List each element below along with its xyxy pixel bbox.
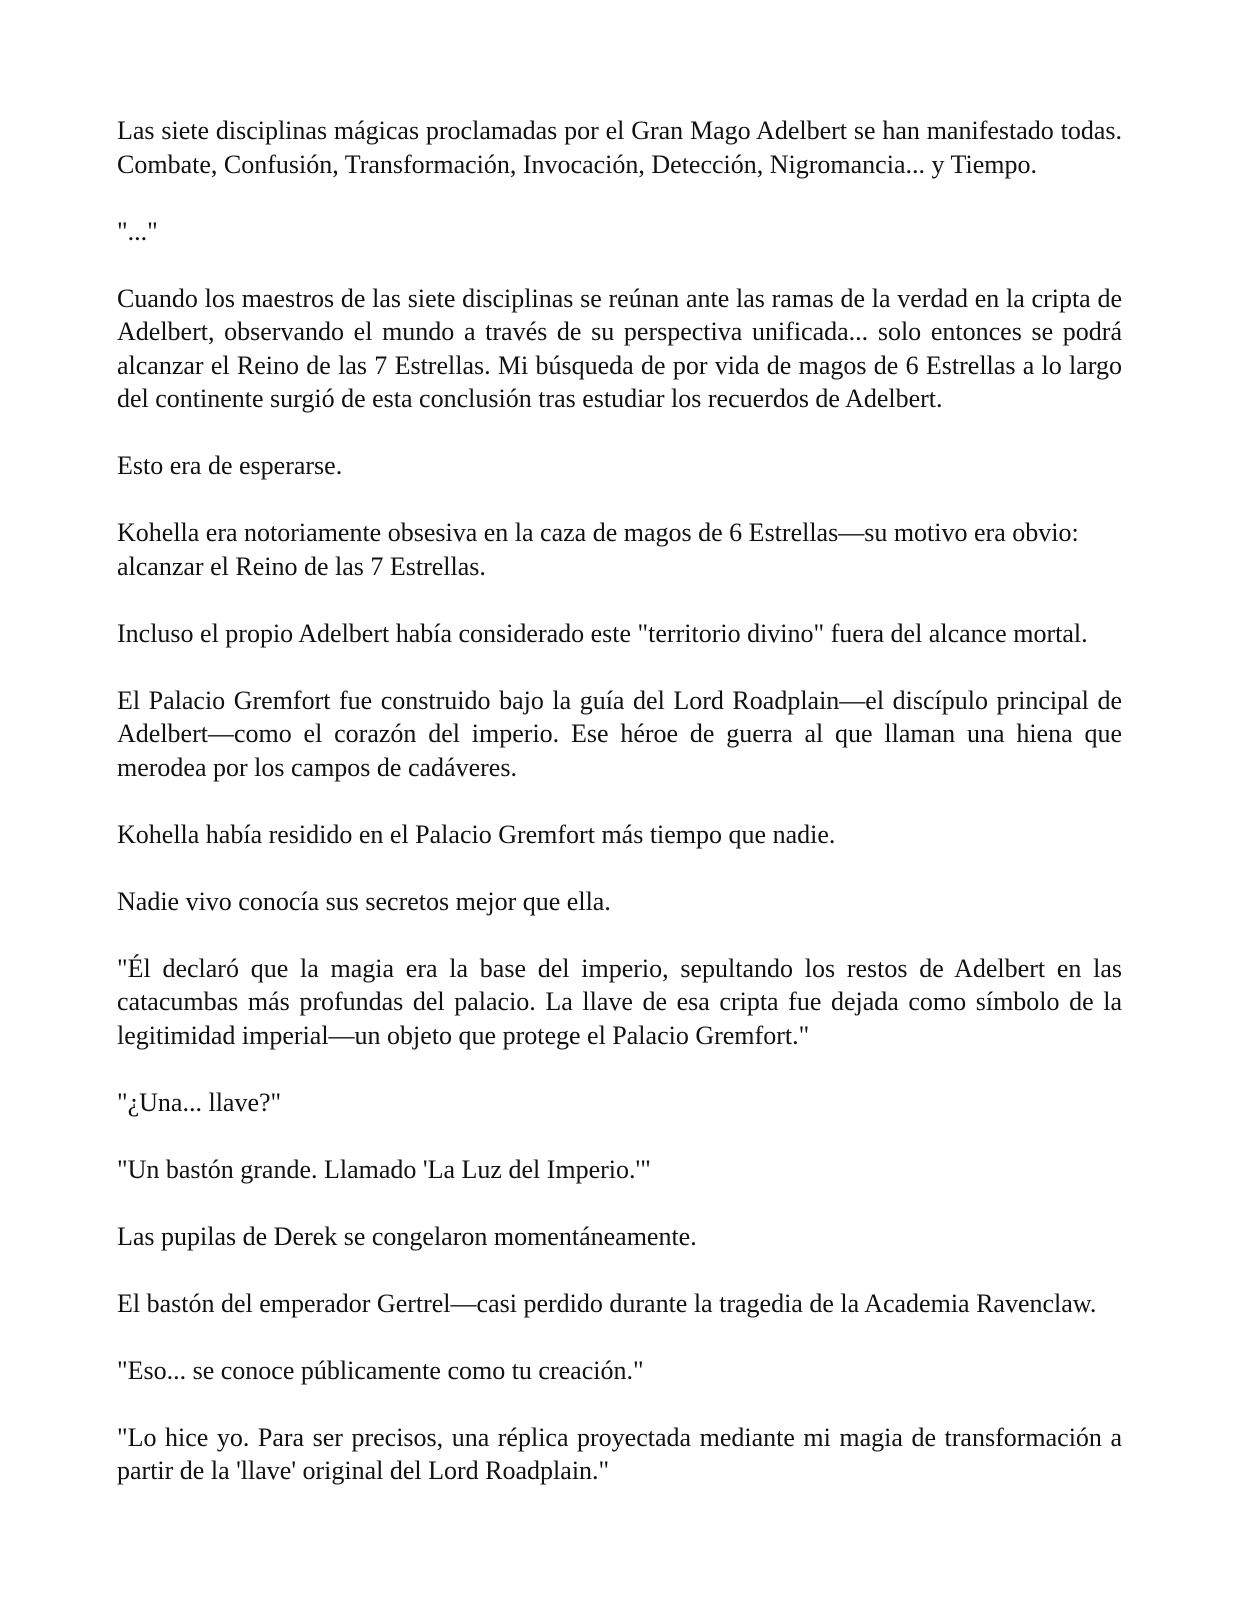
paragraph-masters-crypt: Cuando los maestros de las siete disciplinas se reúnan ante las ramas de la verdad en la cripta de Adelbert, observando el mundo a través de su perspectiva unificada... solo entonces se podrá alcanzar el Reino de las 7 Estrellas. Mi búsqueda de por vida de magos de 6 Estrellas a lo largo del continente surgió de esta conclusión tras estudiar los recuerdos de Adelbert. bbox=[117, 283, 1122, 413]
paragraph-kohella-residence: Kohella había residido en el Palacio Gremfort más tiempo que nadie. bbox=[117, 819, 836, 849]
paragraph-public-creation: "Eso... se conoce públicamente como tu creación." bbox=[117, 1355, 644, 1385]
paragraph-magic-foundation: "Él declaró que la magia era la base del imperio, sepultando los restos de Adelbert en las catacumbas más profundas del palacio. La llave de esa cripta fue dejada como símbolo de la legitimidad imperial—un objeto que protege el Palacio Gremfort." bbox=[117, 953, 1122, 1050]
paragraph-gertrel-staff: El bastón del emperador Gertrel—casi perdido durante la tragedia de la Academia Ravenclaw. bbox=[117, 1288, 1097, 1318]
paragraph-ellipsis-quote: "..." bbox=[117, 216, 158, 246]
paragraph-divine-territory: Incluso el propio Adelbert había considerado este "territorio divino" fuera del alcance mortal. bbox=[117, 618, 1088, 648]
paragraph-expected: Esto era de esperarse. bbox=[117, 451, 343, 480]
paragraph-kohella-obsession: Kohella era notoriamente obsesiva en la caza de magos de 6 Estrellas—su motivo era obvio: alcanzar el Reino de las 7 Estrellas. bbox=[117, 518, 1079, 581]
paragraph-seven-disciplines: Las siete disciplinas mágicas proclamadas por el Gran Mago Adelbert se han manifestado todas. Combate, Confusión, Transformación, Invocación, Detección, Nigromancia... y Tiempo. bbox=[117, 116, 1122, 179]
paragraph-replica: "Lo hice yo. Para ser precisos, una réplica proyectada mediante mi magia de transformación a partir de la 'llave' original del Lord Roadplain." bbox=[117, 1422, 1122, 1485]
paragraph-great-staff: "Un bastón grande. Llamado 'La Luz del Imperio.'" bbox=[117, 1154, 651, 1184]
document-body bbox=[117, 114, 1122, 1521]
paragraph-secrets: Nadie vivo conocía sus secretos mejor que ella. bbox=[117, 886, 611, 916]
paragraph-derek-pupils: Las pupilas de Derek se congelaron momentáneamente. bbox=[117, 1221, 697, 1251]
paragraph-palace-gremfort: El Palacio Gremfort fue construido bajo la guía del Lord Roadplain—el discípulo principal de Adelbert—como el corazón del imperio. Ese héroe de guerra al que llaman una hiena que merodea por los campos de cadáveres. bbox=[117, 685, 1122, 782]
paragraph-a-key: "¿Una... llave?" bbox=[117, 1087, 282, 1117]
